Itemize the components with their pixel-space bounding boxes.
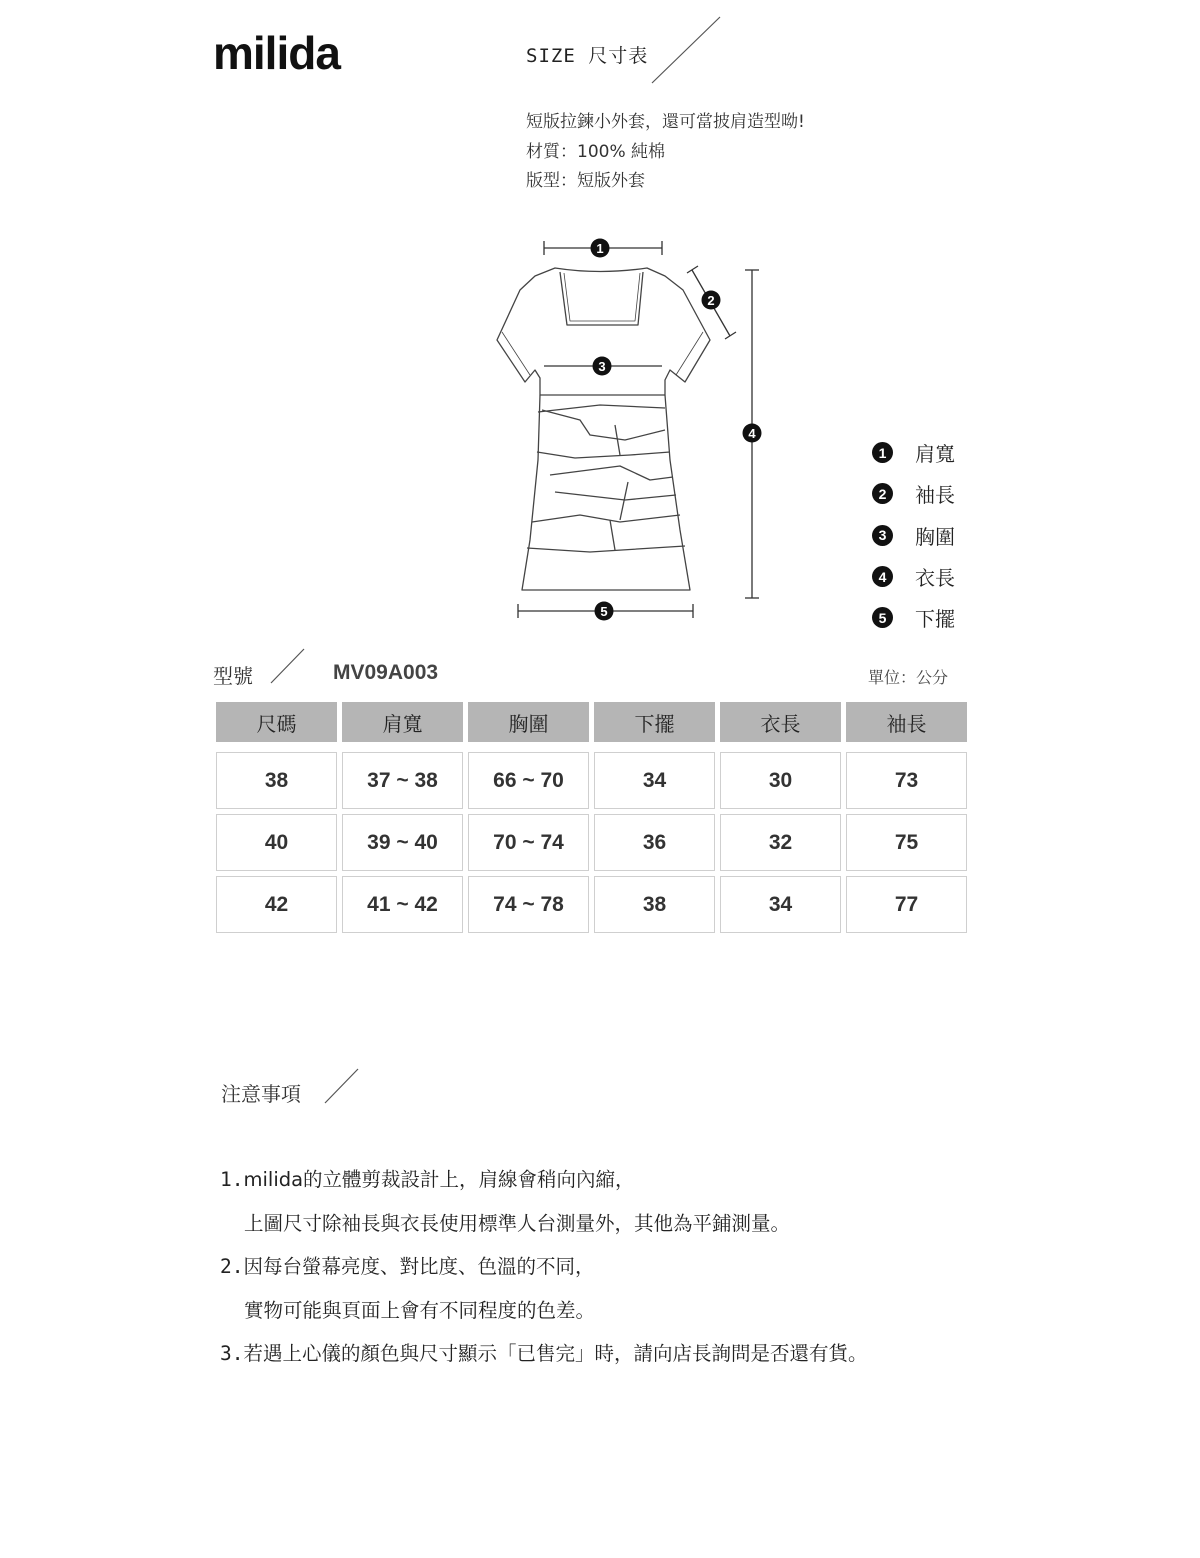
note-line xyxy=(220,1332,868,1376)
legend-item xyxy=(872,473,955,514)
table-row xyxy=(216,752,967,809)
note-number: 3. xyxy=(220,1342,244,1365)
size-table xyxy=(211,697,972,938)
legend-number: 1 xyxy=(872,442,893,463)
table-cell: 42 xyxy=(216,876,337,933)
table-cell: 38 xyxy=(216,752,337,809)
legend-label: 肩寬 xyxy=(915,442,955,467)
description-line: 材質：100% 純棉 xyxy=(526,141,666,162)
brand-logo: milida xyxy=(213,27,340,79)
note-text: 上圖尺寸除袖長與衣長使用標準人台測量外，其他為平鋪測量。 xyxy=(244,1211,791,1235)
note-text: milida的立體剪裁設計上，肩線會稍向內縮， xyxy=(243,1168,635,1191)
svg-text:2: 2 xyxy=(707,293,715,308)
legend-number: 5 xyxy=(872,607,893,628)
table-cell: 30 xyxy=(720,752,841,809)
legend-number: 2 xyxy=(872,483,893,504)
table-row xyxy=(216,876,967,933)
note-text: 若遇上心儀的顏色與尺寸顯示「已售完」時，請向店長詢問是否還有貨。 xyxy=(243,1342,868,1365)
svg-text:1: 1 xyxy=(596,241,604,256)
marker-5 xyxy=(595,602,614,621)
table-cell: 66 ~ 70 xyxy=(468,752,589,809)
table-row xyxy=(216,814,967,871)
marker-2 xyxy=(702,291,721,310)
note-line xyxy=(220,1158,868,1202)
notes-list xyxy=(220,1158,868,1376)
legend-label: 胸圍 xyxy=(915,524,955,549)
table-cell: 70 ~ 74 xyxy=(468,814,589,871)
dress-skirt-outline xyxy=(522,395,690,590)
note-line xyxy=(220,1289,868,1333)
table-cell: 74 ~ 78 xyxy=(468,876,589,933)
note-text: 實物可能與頁面上會有不同程度的色差。 xyxy=(244,1298,596,1322)
legend-label: 袖長 xyxy=(915,483,955,508)
notes-slash-divider xyxy=(322,1066,362,1106)
table-cell: 39 ~ 40 xyxy=(342,814,463,871)
table-cell: 77 xyxy=(846,876,967,933)
table-header-row xyxy=(216,702,967,742)
table-cell: 37 ~ 38 xyxy=(342,752,463,809)
note-number: 2. xyxy=(220,1255,244,1278)
svg-text:3: 3 xyxy=(598,359,606,374)
legend-number: 3 xyxy=(872,525,893,546)
table-cell: 34 xyxy=(594,752,715,809)
title-slash-divider xyxy=(650,15,725,85)
note-text: 因每台螢幕亮度、對比度、色溫的不同， xyxy=(243,1255,595,1278)
table-cell: 32 xyxy=(720,814,841,871)
notes-title: 注意事項 xyxy=(221,1082,301,1106)
table-cell: 73 xyxy=(846,752,967,809)
legend-item xyxy=(872,515,955,556)
table-cell: 38 xyxy=(594,876,715,933)
dress-bodice-outline xyxy=(497,268,710,395)
model-code: MV09A003 xyxy=(333,661,439,684)
dress-neckline xyxy=(560,272,643,325)
size-chart-title: SIZE 尺寸表 xyxy=(526,45,649,67)
column-header: 衣長 xyxy=(720,702,841,742)
marker-4 xyxy=(743,424,762,443)
table-cell: 34 xyxy=(720,876,841,933)
svg-text:4: 4 xyxy=(748,426,756,441)
legend-item xyxy=(872,556,955,597)
description-line: 版型：短版外套 xyxy=(526,171,645,191)
note-line xyxy=(220,1245,868,1289)
legend-item xyxy=(872,597,955,638)
measurement-legend xyxy=(872,432,955,638)
unit-label: 單位：公分 xyxy=(868,668,949,687)
column-header: 尺碼 xyxy=(216,702,337,742)
marker-1 xyxy=(591,239,610,258)
legend-label: 下擺 xyxy=(915,607,955,632)
column-header: 肩寬 xyxy=(342,702,463,742)
legend-label: 衣長 xyxy=(915,566,955,591)
table-cell: 40 xyxy=(216,814,337,871)
table-cell: 75 xyxy=(846,814,967,871)
column-header: 下擺 xyxy=(594,702,715,742)
marker-3 xyxy=(593,357,612,376)
legend-item xyxy=(872,432,955,473)
note-line xyxy=(220,1202,868,1246)
column-header: 胸圍 xyxy=(468,702,589,742)
description-line: 短版拉鍊小外套，還可當披肩造型呦! xyxy=(526,112,805,132)
model-label: 型號 xyxy=(213,664,253,688)
garment-diagram xyxy=(480,230,780,630)
table-cell: 36 xyxy=(594,814,715,871)
note-number: 1. xyxy=(220,1168,244,1191)
svg-text:5: 5 xyxy=(600,604,608,619)
product-description xyxy=(526,108,805,197)
model-slash-divider xyxy=(268,646,308,686)
table-cell: 41 ~ 42 xyxy=(342,876,463,933)
column-header: 袖長 xyxy=(846,702,967,742)
legend-number: 4 xyxy=(872,566,893,587)
